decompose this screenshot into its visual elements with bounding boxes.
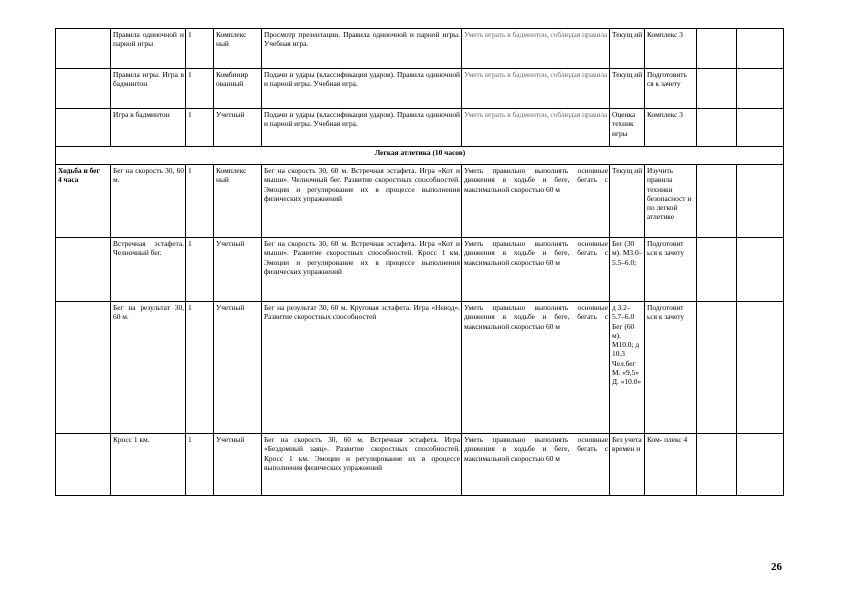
table-row	[56, 238, 784, 302]
content-cell: Бег на результат 30, 60 м. Круговая эстафета. Игра «Невод». Развитие скоростных способностей	[262, 302, 462, 434]
content-cell: Бег на скорость 30, 60 м. Встречная эстафета. Игра «Кот и мыши». Челночный бег. Развитие скоростных способностей. Эмоции и регулирование их в процессе выполнения физических упражнений	[262, 165, 462, 238]
content-cell: Просмотр презентации. Правила одиночной и парной игры. Учебная игра.	[262, 29, 462, 69]
content-cell: Бег на скорость 30, 60 м. Встречная эстафета. Игра «Кот и мыши». Развитие скоростных способностей. Кросс 1 км. Эмоции и регулирование их в процессе выполнения физических упражнений	[262, 238, 462, 302]
table-row	[56, 165, 784, 238]
lesson-cell: Бег на скорость 30, 60 м.	[111, 165, 186, 238]
topic-cell	[56, 69, 111, 109]
extra-cell	[697, 165, 737, 238]
lesson-cell: Встречная эстафета. Челночный бег.	[111, 238, 186, 302]
extra-cell	[737, 69, 784, 109]
lesson-type-cell: Учетный	[214, 109, 262, 147]
topic-cell	[56, 238, 111, 302]
control-cell: Текущ ий	[610, 69, 645, 109]
extra-cell	[697, 29, 737, 69]
requirements-cell: Уметь правильно выполнять основные движения в ходьбе и беге, бегать с максимальной скоростью 60 м	[462, 165, 610, 238]
homework-cell: Подготовит ься к зачету	[645, 238, 697, 302]
control-cell: Без учета времен и	[610, 434, 645, 496]
homework-cell: Подготовить ся к зачету	[645, 69, 697, 109]
homework-cell: Комплекс 3	[645, 29, 697, 69]
topic-cell	[56, 302, 111, 434]
table-row	[56, 109, 784, 147]
control-cell: д 3.2–5.7–6.0 Бег (60 м). М10.0; д 10.3 Чел.бег М. «9,5» Д. «10.0»	[610, 302, 645, 434]
lesson-cell: Правила одиночной и парной игры	[111, 29, 186, 69]
hours-cell: 1	[186, 109, 214, 147]
table-row	[56, 69, 784, 109]
lesson-cell: Игра в бадминтон	[111, 109, 186, 147]
extra-cell	[737, 29, 784, 69]
topic-cell	[56, 29, 111, 69]
lesson-type-cell: Учетный	[214, 434, 262, 496]
page-number: 26	[771, 561, 782, 573]
requirements-cell: Уметь играть в бадминтон, соблюдая правила	[462, 29, 610, 69]
hours-cell: 1	[186, 238, 214, 302]
extra-cell	[697, 434, 737, 496]
section-title: Легкая атлетика (10 часов)	[56, 147, 784, 165]
extra-cell	[737, 109, 784, 147]
extra-cell	[737, 238, 784, 302]
lesson-type-cell: Комплекс ный	[214, 165, 262, 238]
lesson-cell: Бег на результат 30, 60 м.	[111, 302, 186, 434]
hours-cell: 1	[186, 165, 214, 238]
content-cell: Бег на скорость 30, 60 м. Встречная эстафета. Игра «Бездомный заяц». Развитие скоростных способностей. Кросс 1 км. Эмоции и регулирование их в процессе выполнения физических упражнений	[262, 434, 462, 496]
lesson-cell: Правила игры. Игра в бадминтон	[111, 69, 186, 109]
extra-cell	[697, 69, 737, 109]
hours-cell: 1	[186, 69, 214, 109]
requirements-cell: Уметь правильно выполнять основные движения в ходьбе и беге, бегать с максимальной скоростью 60 м	[462, 302, 610, 434]
topic-cell	[56, 434, 111, 496]
extra-cell	[697, 302, 737, 434]
requirements-cell: Уметь играть в бадминтон, соблюдая правила	[462, 69, 610, 109]
homework-cell: Комплекс 3	[645, 109, 697, 147]
extra-cell	[697, 109, 737, 147]
control-cell: Текущ ий	[610, 29, 645, 69]
section-header-row	[56, 147, 784, 165]
homework-cell: Изучить правила техники безопасност и по легкой атлетике	[645, 165, 697, 238]
hours-cell: 1	[186, 434, 214, 496]
requirements-cell: Уметь играть в бадминтон, соблюдая правила	[462, 109, 610, 147]
content-cell: Подачи и удары (классификация ударов). Правила одиночной и парной игры. Учебная игра.	[262, 109, 462, 147]
table-row	[56, 29, 784, 69]
control-cell: Текущ ий	[610, 165, 645, 238]
lesson-plan-table	[55, 28, 784, 496]
extra-cell	[737, 302, 784, 434]
extra-cell	[697, 238, 737, 302]
lesson-type-cell: Комбинир ованный	[214, 69, 262, 109]
lesson-type-cell: Комплекс ный	[214, 29, 262, 69]
homework-cell: Подготовит ься к зачету	[645, 302, 697, 434]
requirements-cell: Уметь правильно выполнять основные движения в ходьбе и беге, бегать с максимальной скоростью 60 м	[462, 238, 610, 302]
control-cell: Оценка техник игры	[610, 109, 645, 147]
content-cell: Подачи и удары (классификация ударов). Правила одиночной и парной игры. Учебная игра.	[262, 69, 462, 109]
extra-cell	[737, 434, 784, 496]
extra-cell	[737, 165, 784, 238]
hours-cell: 1	[186, 29, 214, 69]
hours-cell: 1	[186, 302, 214, 434]
lesson-cell: Кросс 1 км.	[111, 434, 186, 496]
lesson-type-cell: Учетный	[214, 302, 262, 434]
topic-cell: Ходьба и бег 4 часа	[56, 165, 111, 238]
requirements-cell: Уметь правильно выполнять основные движения в ходьбе и беге, бегать с максимальной скоростью 60 м	[462, 434, 610, 496]
table-row	[56, 434, 784, 496]
topic-cell	[56, 109, 111, 147]
table-row	[56, 302, 784, 434]
control-cell: Бег (30 м). М3.0–5.5–6.0;	[610, 238, 645, 302]
lesson-type-cell: Учетный	[214, 238, 262, 302]
homework-cell: Ком- плекс 4	[645, 434, 697, 496]
